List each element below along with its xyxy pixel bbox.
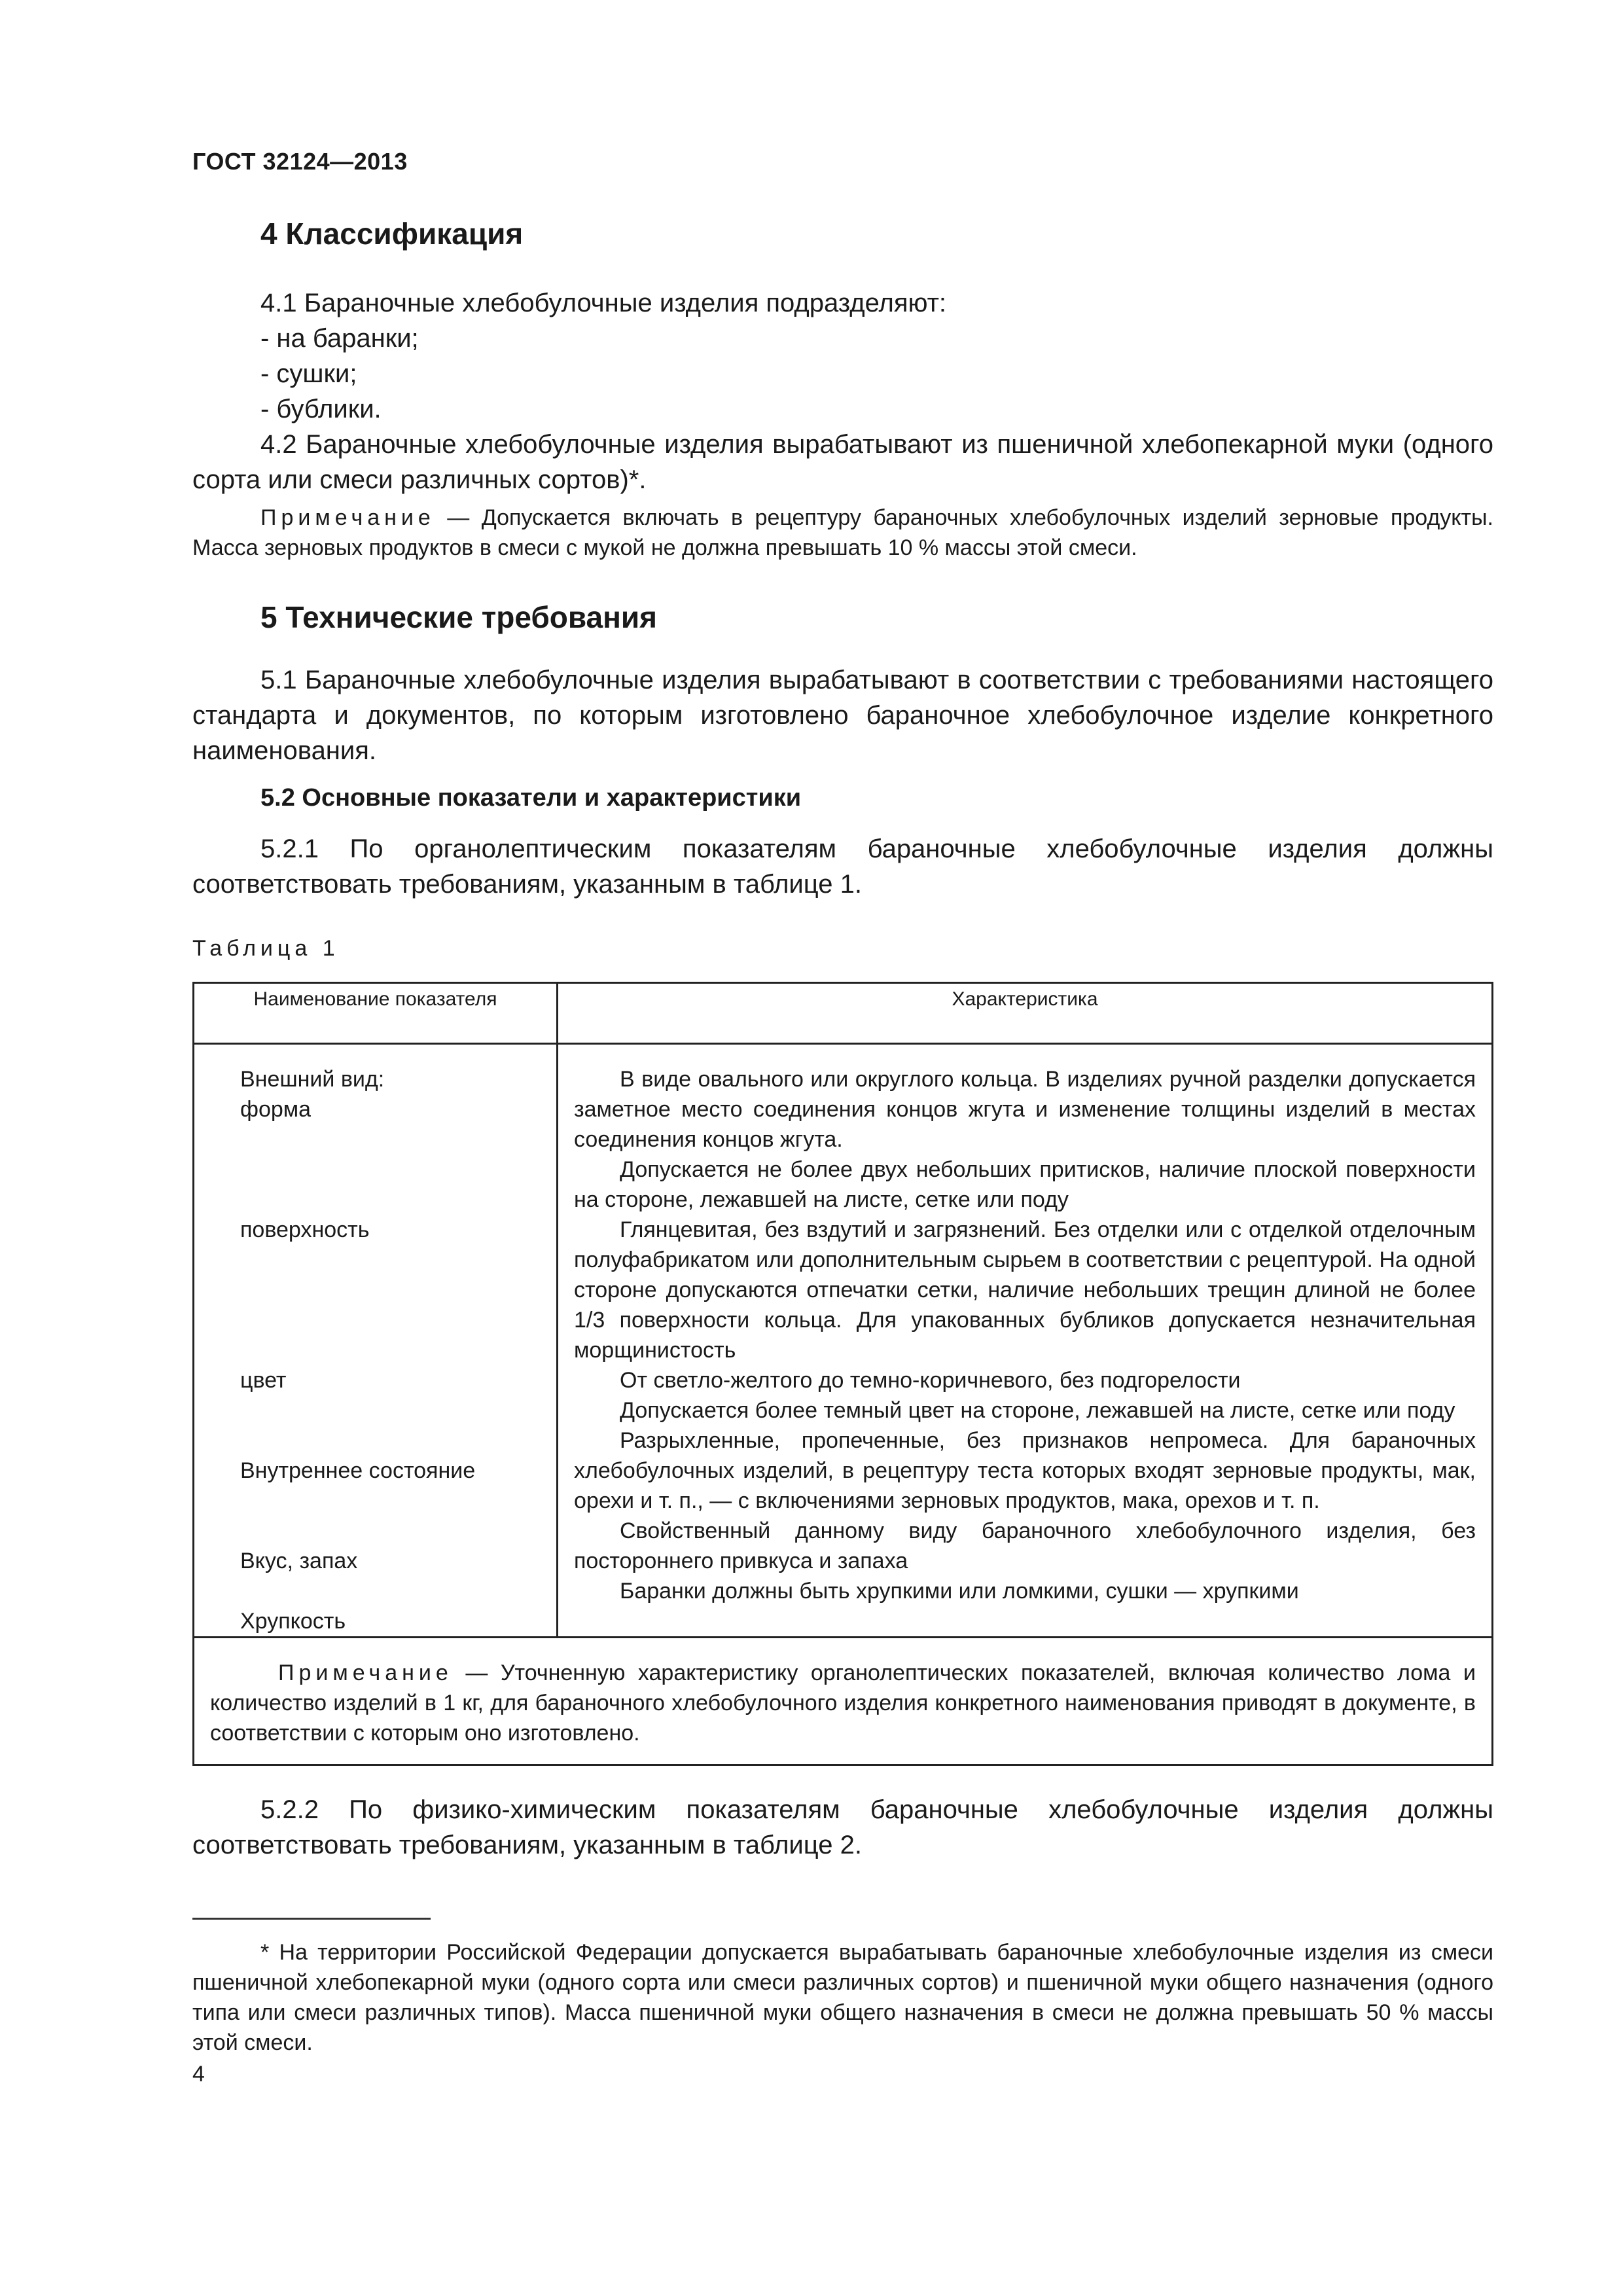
note-label: Примечание [278,1660,453,1685]
paragraph-5-2-2: 5.2.2 По физико-химическим показателям бараночные хлебобулочные изделия должны соответствовать требованиям, указанным в таблице 2. [192,1795,1493,1859]
table-cell: Хрупкость [240,1609,346,1634]
table-cell [240,1305,543,1335]
note-text: — Уточненную характеристику органолептических показателей, включая количество лома и количество изделий в 1 кг, для бараночного хлебобулочного изделия конкретного наименования приводят в документе, в соответствии с которым оно изготовлено. [210,1660,1476,1746]
section-4-title: 4 Классификация [260,217,524,251]
document-code: ГОСТ 32124—2013 [192,148,408,175]
table-cell: Вкус, запах [240,1549,358,1573]
table-cell: форма [240,1097,312,1122]
table-cell: От светло-желтого до темно-коричневого, без подгорелости [620,1368,1241,1393]
table-cell [240,1245,543,1275]
table-cell: Глянцевитая, без вздутий и загрязнений. Без отделки или с отделкой отделочным полуфабрикатом или дополнительным сырьем в соответствии с рецептурой. На одной стороне допускаются отпечатки сетки, наличие небольших трещин длиной не более 1/3 поверхности кольца. Для упакованных бубликов допускается незначительная морщинистость [574,1217,1476,1363]
table-cell [240,1426,543,1456]
table-cell [240,1395,543,1426]
note-label: Примечание [260,505,435,530]
table-cell: Свойственный данному виду бараночного хлебобулочного изделия, без постороннего привкуса и запаха [574,1518,1476,1573]
note-text: — Допускается включать в рецептуру бараночных хлебобулочных изделий зерновые продукты. Масса зерновых продуктов в смеси с мукой не должна превышать 10 % массы этой смеси. [192,505,1493,560]
list-item: - на баранки; [260,324,419,353]
table-cell [240,1275,543,1305]
table-cell: Внешний вид: [240,1067,385,1092]
table-cell: Баранки должны быть хрупкими или ломкими, сушки — хрупкими [620,1579,1299,1604]
paragraph-5-2-1: 5.2.1 По органолептическим показателям бараночные хлебобулочные изделия должны соответствовать требованиям, указанным в таблице 1. [192,834,1493,899]
list-item: - сушки; [260,359,357,388]
section-4-note [192,503,1493,563]
table-cell: Разрыхленные, пропеченные, без признаков непромеса. Для бараночных хлебобулочных изделий, в рецептуру теста которых входят зерновые продукты, мак, орехи и т. п., — с включениями зерновых продуктов, мака, орехов и т. п. [574,1428,1476,1513]
paragraph-4-1 [192,285,1493,427]
paragraph-5-1: 5.1 Бараночные хлебобулочные изделия вырабатывают в соответствии с требованиями настоящего стандарта и документов, по которым изготовлено бараночное хлебобулочное изделие конкретного наименования. [192,666,1493,765]
list-item: - бублики. [260,395,382,423]
table-cell: цвет [240,1368,287,1393]
table-header-characteristic: Характеристика [558,983,1493,1044]
table-cell [240,1124,543,1155]
table-cell: В виде овального или округлого кольца. В изделиях ручной разделки допускается заметное место соединения концов жгута и изменение толщины изделий в местах соединения концов жгута. [574,1067,1476,1152]
table-cell [240,1486,543,1516]
table-caption: Таблица 1 [192,936,340,961]
paragraph-4-1-intro: 4.1 Бараночные хлебобулочные изделия подразделяют: [260,289,947,317]
paragraph-4-2: 4.2 Бараночные хлебобулочные изделия вырабатывают из пшеничной хлебопекарной муки (одного сорта или смеси различных сортов)*. [192,430,1493,494]
table-cell: Внутреннее состояние [240,1458,476,1483]
table-cell: поверхность [240,1217,370,1242]
table-cell [240,1185,543,1215]
table-1 [192,982,1493,1766]
table-cell: Допускается не более двух небольших притисков, наличие плоской поверхности на стороне, лежавшей на листе, сетке или поду [574,1157,1476,1212]
table-header-indicator: Наименование показателя [194,983,558,1044]
table-indicator-column [194,1044,558,1638]
table-characteristic-column [558,1044,1493,1638]
footnote: * На территории Российской Федерации допускается вырабатывать бараночные хлебобулочные изделия из смеси пшеничной хлебопекарной муки (одного сорта или смеси различных сортов) и пшеничной муки общего назначения (одного типа или смеси различных типов). Масса пшеничной муки общего назначения в смеси не должна превышать 50 % массы этой смеси. [192,1940,1493,2055]
table-cell [240,1516,543,1546]
subsection-5-2-title: 5.2 Основные показатели и характеристики [260,784,802,812]
table-cell [240,1576,543,1606]
table-cell [240,1335,543,1365]
table-note [194,1638,1493,1765]
section-5-title: 5 Технические требования [260,600,657,634]
table-cell: Допускается более темный цвет на стороне, лежавшей на листе, сетке или поду [620,1398,1455,1423]
footnote-divider [192,1918,431,1920]
page-number: 4 [192,2062,205,2087]
table-cell [240,1155,543,1185]
